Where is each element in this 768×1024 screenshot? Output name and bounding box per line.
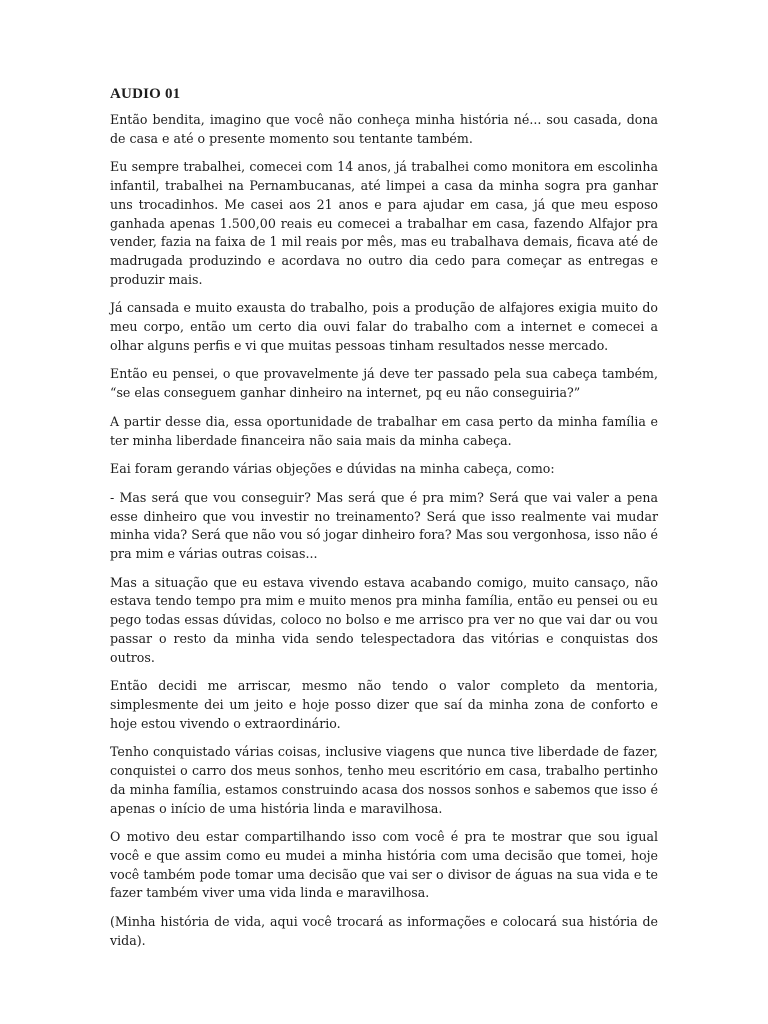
- document-page: [110, 84, 658, 960]
- paragraph-intro: Então bendita, imagino que você não conheça minha história né... sou casada, dona de casa e até o presente momento sou tentante também.: [110, 112, 658, 146]
- paragraph-objections-intro: Eai foram gerando várias objeções e dúvidas na minha cabeça, como:: [110, 461, 555, 477]
- paragraph-opportunity: A partir desse dia, essa oportunidade de trabalhar em casa perto da minha família e ter minha liberdade financeira não saia mais da minha cabeça.: [110, 413, 658, 448]
- paragraph-thought: Então eu pensei, o que provavelmente já deve ter passado pela sua cabeça também, “se elas conseguem ganhar dinheiro na internet, pq eu não conseguiria?”: [110, 366, 658, 401]
- paragraph-achievements: Tenho conquistado várias coisas, inclusive viagens que nunca tive liberdade de fazer, conquistei o carro dos meus sonhos, tenho meu escritório em casa, trabalho pertinho da minha família, estamos construindo acasa dos nossos sonhos e sabemos que isso é apenas o início de uma história linda e maravilhosa.: [110, 744, 658, 816]
- paragraph-work-history: Eu sempre trabalhei, comecei com 14 anos, já trabalhei como monitora em escolinha infantil, trabalhei na Pernambucanas, até limpei a casa da minha sogra pra ganhar uns trocadinhos. Me casei aos 21 anos e para ajudar em casa, já que meu esposo ganhada apenas 1.500,00 reais eu comecei a trabalhar em casa, fazendo Alfajor pra vender, fazia na faixa de 1 mil reais por mês, mas eu trabalhava demais, ficava até de madrugada produzindo e acordava no outro dia cedo para começar as entregas e produzir mais.: [110, 159, 658, 287]
- document-title: AUDIO 01: [110, 86, 181, 102]
- paragraph-note: (Minha história de vida, aqui você trocará as informações e colocará sua história de vida).: [110, 914, 658, 948]
- paragraph-objections-list: - Mas será que vou conseguir? Mas será que é pra mim? Será que vai valer a pena esse dinheiro que vou investir no treinamento? Será que isso realmente vai mudar minha vida? Será que não vou só jogar dinheiro fora? Mas sou vergonhosa, isso não é pra mim e várias outras coisas...: [110, 489, 658, 562]
- paragraph-exhaustion: Já cansada e muito exausta do trabalho, pois a produção de alfajores exigia muito do meu corpo, então um certo dia ouvi falar do trabalho com a internet e comecei a olhar alguns perfis e vi que muitas pessoas tinham resultados nesse mercado.: [110, 300, 658, 353]
- paragraph-decision-point: Mas a situação que eu estava vivendo estava acabando comigo, muito cansaço, não estava tendo tempo pra mim e muito menos pra minha família, então eu pensei ou eu pego todas essas dúvidas, coloco no bolso e me arrisco pra ver no que vai dar ou vou passar o resto da minha vida sendo telespectadora das vitórias e conquistas dos outros.: [110, 574, 658, 665]
- paragraph-took-risk: Então decidi me arriscar, mesmo não tendo o valor completo da mentoria, simplesmente dei um jeito e hoje posso dizer que saí da minha zona de conforto e hoje estou vivendo o extraordinário.: [110, 678, 658, 731]
- paragraph-motive: O motivo deu estar compartilhando isso com você é pra te mostrar que sou igual você e que assim como eu mudei a minha história com uma decisão que tomei, hoje você também pode tomar uma decisão que vai ser o divisor de águas na sua vida e te fazer também viver uma vida linda e maravilhosa.: [110, 829, 658, 901]
